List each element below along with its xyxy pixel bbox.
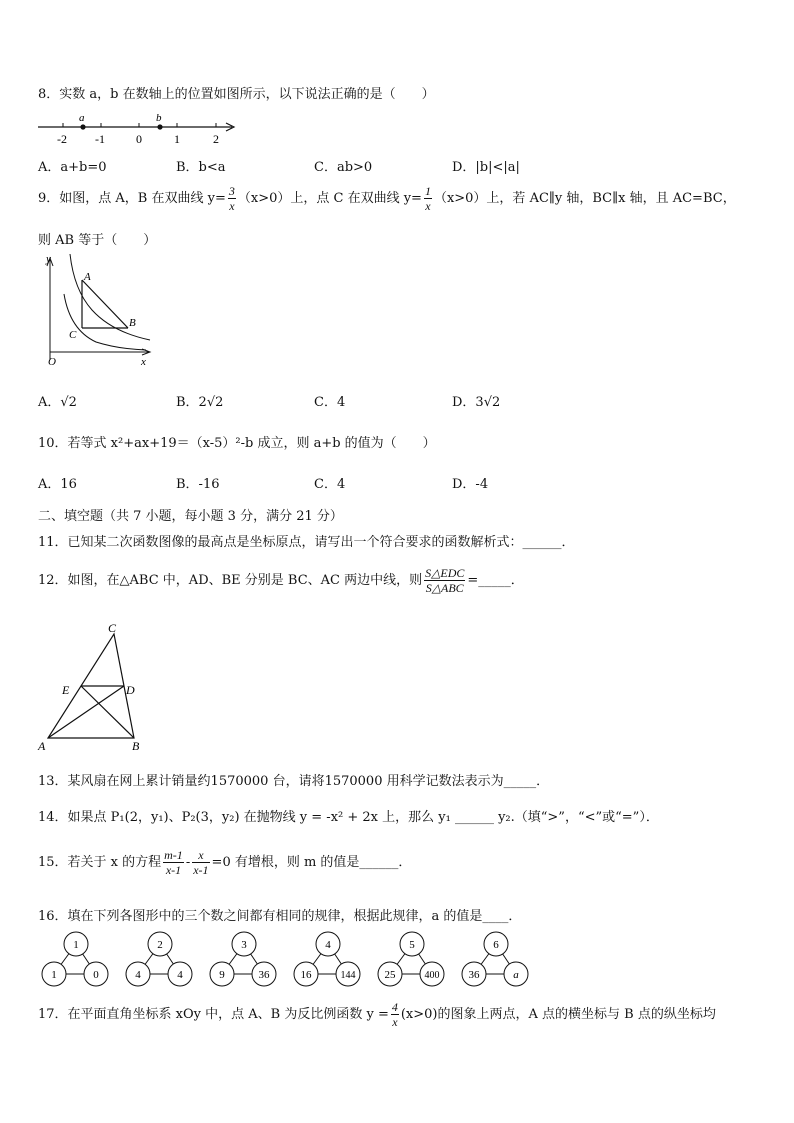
q15-stem-part1: 15．若关于 x 的方程 — [38, 855, 162, 870]
q9-label-o: O — [48, 356, 56, 368]
q9-stem-part3: （x>0）上，若 AC∥y 轴，BC∥x 轴，且 AC=BC， — [433, 191, 736, 206]
q8-label-a: a — [79, 112, 85, 124]
q15-frac2-den: x-1 — [193, 863, 209, 877]
q15-fraction-2 — [192, 848, 209, 877]
q9-figure — [36, 250, 161, 370]
q16-figure-3 — [210, 932, 276, 986]
q16-fig1-top: 1 — [73, 939, 79, 951]
q8-tick: 0 — [136, 132, 142, 146]
q9-label-b: B — [129, 317, 136, 329]
q9-option-a[interactable]: A．√2 — [38, 395, 77, 410]
q15-stem-part2: =0 有增根，则 m 的值是______． — [211, 855, 412, 870]
q9-stem-part2: （x>0）上，点 C 在双曲线 y= — [237, 191, 422, 206]
q12-figure — [36, 620, 148, 755]
q9-label-y: y — [46, 253, 51, 265]
q8-number-line — [36, 108, 246, 148]
q17-stem-part2: (x>0)的图象上两点，A 点的横坐标与 B 点的纵坐标均 — [400, 1007, 716, 1022]
q10-stem: 10．若等式 x²+ax+19＝（x-5）²-b 成立，则 a+b 的值为（ ） — [38, 436, 436, 451]
q9-label-c: C — [69, 329, 77, 341]
q8-tick: -1 — [95, 132, 105, 146]
q9-frac1-den: x — [229, 199, 235, 213]
q12-frac-num: S△EDC — [425, 566, 465, 580]
q16-figure-5 — [378, 932, 444, 986]
q8-label-b: b — [156, 112, 162, 124]
q15-minus: - — [185, 855, 191, 870]
q8-option-b[interactable]: B．b<a — [176, 160, 226, 175]
q16-fig3-left: 9 — [219, 969, 225, 981]
q16-fig4-right: 144 — [340, 970, 356, 981]
q16-stem: 16．填在下列各图形中的三个数之间都有相同的规律，根据此规律，a 的值是____． — [38, 909, 522, 924]
q16-fig1-right: 0 — [93, 969, 99, 981]
q9-stem-part1: 9．如图，点 A，B 在双曲线 y= — [38, 191, 226, 206]
q12-label-d: D — [126, 683, 135, 697]
q12-stem — [38, 566, 524, 595]
q16-fig5-left: 25 — [384, 969, 396, 981]
q12-label-e: E — [62, 683, 70, 697]
q16-fig6-right: a — [513, 969, 519, 981]
q15-frac1-num: m-1 — [164, 848, 183, 862]
q10-option-d[interactable]: D．-4 — [452, 477, 489, 492]
section-2-heading: 二、填空题（共 7 小题，每小题 3 分，满分 21 分） — [38, 509, 343, 524]
q15-stem — [38, 848, 411, 877]
q16-fig3-top: 3 — [241, 939, 247, 951]
q17-fraction — [391, 1000, 399, 1029]
q16-fig4-top: 4 — [325, 939, 331, 951]
q16-fig2-left: 4 — [135, 969, 141, 981]
q9-stem-line2: 则 AB 等于（ ） — [38, 233, 157, 248]
q10-option-b[interactable]: B．-16 — [176, 477, 220, 492]
q16-fig2-right: 4 — [177, 969, 183, 981]
q15-frac1-den: x-1 — [163, 862, 184, 877]
q13-stem: 13．某风扇在网上累计销量约1570000 台，请将1570000 用科学记数法表示为_____． — [38, 774, 550, 789]
q12-label-b: B — [132, 739, 140, 753]
q16-fig1-left: 1 — [51, 969, 57, 981]
q15-frac2-num: x — [198, 848, 204, 862]
q16-fig3-right: 36 — [258, 969, 270, 981]
q9-frac1-num: 3 — [228, 184, 235, 198]
q17-stem-part1: 17．在平面直角坐标系 xOy 中，点 A、B 为反比例函数 y = — [38, 1007, 389, 1022]
q11-stem: 11．已知某二次函数图像的最高点是坐标原点，请写出一个符合要求的函数解析式：______． — [38, 535, 575, 550]
q9-option-b[interactable]: B．2√2 — [176, 395, 224, 410]
q10-option-c[interactable]: C．4 — [314, 477, 346, 492]
q9-frac2-num: 1 — [424, 184, 431, 198]
q9-label-a: A — [84, 271, 91, 283]
q12-stem-text: 12．如图，在△ABC 中，AD、BE 分别是 BC、AC 两边中线，则 — [38, 573, 423, 588]
q9-frac2-den: x — [425, 199, 431, 213]
q17-frac-den: x — [392, 1015, 398, 1029]
q8-tick: -2 — [57, 132, 67, 146]
q16-figures — [36, 930, 536, 992]
q17-frac-num: 4 — [391, 1000, 398, 1014]
q9-fraction-1 — [228, 184, 236, 213]
q9-fraction-2 — [424, 184, 432, 213]
q8-tick: 2 — [213, 132, 219, 146]
q8-stem: 8．实数 a，b 在数轴上的位置如图所示，以下说法正确的是（ ） — [38, 87, 435, 102]
q8-option-a[interactable]: A．a+b=0 — [38, 160, 107, 175]
q16-figure-4 — [294, 932, 360, 986]
q12-fraction — [424, 566, 465, 595]
q9-option-c[interactable]: C．4 — [314, 395, 346, 410]
q16-fig2-top: 2 — [157, 939, 163, 951]
q10-option-a[interactable]: A．16 — [38, 477, 77, 492]
q16-figure-2 — [126, 932, 192, 986]
q16-fig6-left: 36 — [468, 969, 480, 981]
q12-frac-den: S△ABC — [425, 581, 464, 595]
q15-fraction-1 — [163, 848, 184, 877]
q16-fig5-top: 5 — [409, 939, 415, 951]
q16-fig5-right: 400 — [424, 970, 440, 981]
q9-label-x: x — [141, 356, 146, 368]
q12-label-c: C — [108, 621, 117, 635]
q9-stem — [38, 184, 736, 213]
q14-stem: 14．如果点 P₁(2，y₁)、P₂(3，y₂) 在抛物线 y = -x² + 2x 上，那么 y₁ ______ y₂.（填“>”，“<”或“=”）． — [38, 810, 659, 825]
q17-stem — [38, 1000, 716, 1029]
q12-stem-tail: =_____． — [467, 573, 524, 588]
q9-option-d[interactable]: D．3√2 — [452, 395, 501, 410]
q16-figure-6 — [462, 932, 528, 986]
q12-label-a: A — [38, 739, 46, 753]
q8-option-d[interactable]: D．|b|<|a| — [452, 160, 520, 175]
q16-figure-1 — [42, 932, 108, 986]
q8-option-c[interactable]: C．ab>0 — [314, 160, 373, 175]
q16-fig6-top: 6 — [493, 939, 499, 951]
q8-tick: 1 — [174, 132, 180, 146]
q16-fig4-left: 16 — [300, 969, 312, 981]
